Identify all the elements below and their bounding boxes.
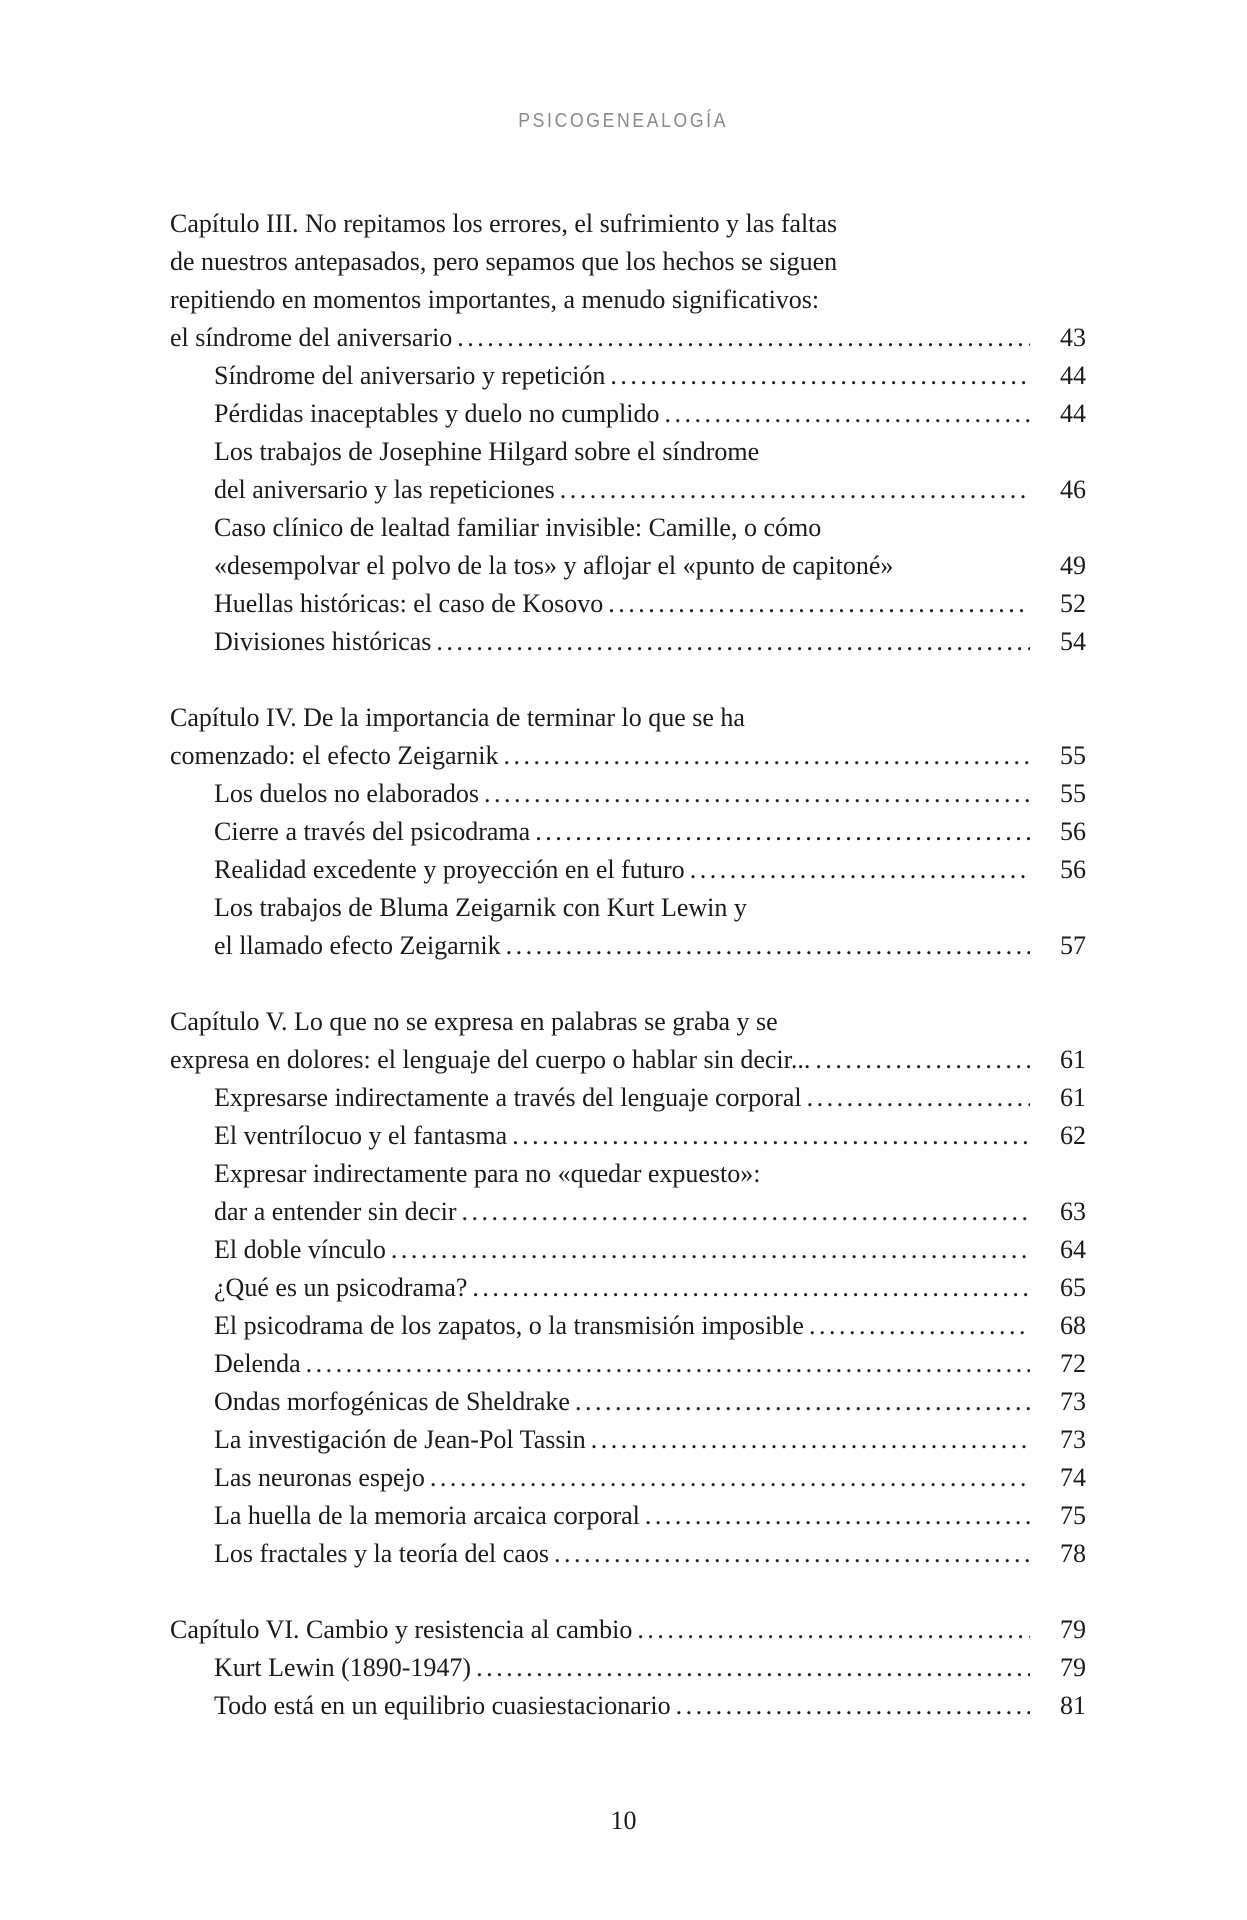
toc-page-number: 63: [1060, 1197, 1086, 1226]
dot-leader: [645, 1497, 1030, 1535]
toc-entry-text: La investigación de Jean-Pol Tassin: [214, 1425, 586, 1454]
toc-entry-line: [170, 1497, 1086, 1535]
dot-leader: [436, 623, 1030, 661]
toc-entry-text: Huellas históricas: el caso de Kosovo: [214, 589, 604, 618]
toc-entry-line: [170, 471, 1086, 509]
toc-block: [170, 205, 1086, 661]
dot-leader: [472, 1269, 1030, 1307]
toc-entry-line: [170, 205, 1086, 243]
toc-entry-text: expresa en dolores: el lenguaje del cuerpo o hablar sin decir...: [170, 1045, 811, 1074]
toc-entry-text: el síndrome del aniversario: [170, 323, 453, 352]
dot-leader: [809, 1307, 1030, 1345]
toc-entry-line: [170, 1383, 1086, 1421]
dot-leader: [807, 1079, 1030, 1117]
page-footer: [0, 1806, 1247, 1836]
toc-entry-line: [170, 1459, 1086, 1497]
toc-page-number: 72: [1060, 1349, 1086, 1378]
toc-entry-text: El psicodrama de los zapatos, o la transmisión imposible: [214, 1311, 804, 1340]
toc-page-number: 64: [1060, 1235, 1086, 1264]
toc-block: [170, 699, 1086, 965]
dot-leader: [506, 927, 1030, 965]
toc-page-number: 65: [1060, 1273, 1086, 1302]
toc-entry-line: [170, 1611, 1086, 1649]
toc-entry-text: Los duelos no elaborados: [214, 779, 480, 808]
toc-entry-line: [170, 1687, 1086, 1725]
toc-entry-line: [170, 357, 1086, 395]
toc-entry-line: [170, 433, 1086, 471]
running-header: [0, 110, 1247, 133]
toc-page-number: 62: [1060, 1121, 1086, 1150]
toc-entry-text: Caso clínico de lealtad familiar invisible: Camille, o cómo: [214, 513, 822, 542]
toc-entry-text: comenzado: el efecto Zeigarnik: [170, 741, 499, 770]
table-of-contents: [170, 205, 1086, 1725]
toc-page-number: 61: [1060, 1083, 1086, 1112]
toc-page-number: 73: [1060, 1425, 1086, 1454]
toc-page-number: 79: [1060, 1653, 1086, 1682]
toc-entry-line: [170, 889, 1086, 927]
dot-leader: [462, 1193, 1030, 1231]
toc-page-number: 44: [1060, 399, 1086, 428]
toc-page-number: 43: [1060, 323, 1086, 352]
toc-entry-line: [170, 1155, 1086, 1193]
toc-entry-line: [170, 699, 1086, 737]
dot-leader: [512, 1117, 1030, 1155]
toc-entry-line: [170, 547, 1086, 585]
toc-entry-line: [170, 1649, 1086, 1687]
toc-entry-line: [170, 509, 1086, 547]
toc-entry-text: el llamado efecto Zeigarnik: [214, 931, 501, 960]
toc-page-number: 55: [1060, 741, 1086, 770]
toc-entry-text: Los fractales y la teoría del caos: [214, 1539, 549, 1568]
toc-entry-text: Los trabajos de Bluma Zeigarnik con Kurt Lewin y: [214, 893, 747, 922]
toc-entry-text: «desempolvar el polvo de la tos» y aflojar el «punto de capitoné»: [214, 551, 894, 580]
dot-leader: [815, 1041, 1030, 1079]
dot-leader: [554, 1535, 1030, 1573]
toc-page-number: 52: [1060, 589, 1086, 618]
toc-page-number: 55: [1060, 779, 1086, 808]
toc-entry-text: Pérdidas inaceptables y duelo no cumplido: [214, 399, 660, 428]
toc-entry-text: Cierre a través del psicodrama: [214, 817, 531, 846]
toc-entry-line: [170, 281, 1086, 319]
toc-entry-line: [170, 1117, 1086, 1155]
book-title-header: PSICOGENEALOGÍA: [518, 110, 729, 132]
dot-leader: [575, 1383, 1030, 1421]
toc-entry-text: Ondas morfogénicas de Sheldrake: [214, 1387, 570, 1416]
toc-page-number: 46: [1060, 475, 1086, 504]
toc-entry-line: [170, 1231, 1086, 1269]
toc-page-number: 73: [1060, 1387, 1086, 1416]
toc-entry-line: [170, 1003, 1086, 1041]
toc-entry-text: Capítulo V. Lo que no se expresa en palabras se graba y se: [170, 1007, 778, 1036]
toc-page-number: 57: [1060, 931, 1086, 960]
toc-entry-line: [170, 319, 1086, 357]
toc-entry-text: Capítulo IV. De la importancia de terminar lo que se ha: [170, 703, 745, 732]
toc-entry-line: [170, 1041, 1086, 1079]
toc-entry-text: Capítulo VI. Cambio y resistencia al cambio: [170, 1615, 633, 1644]
toc-entry-line: [170, 851, 1086, 889]
toc-entry-text: El doble vínculo: [214, 1235, 386, 1264]
toc-entry-text: Los trabajos de Josephine Hilgard sobre el síndrome: [214, 437, 760, 466]
toc-page-number: 56: [1060, 817, 1086, 846]
toc-page-number: 44: [1060, 361, 1086, 390]
toc-entry-text: ¿Qué es un psicodrama?: [214, 1273, 468, 1302]
toc-entry-line: [170, 1193, 1086, 1231]
toc-block: [170, 1611, 1086, 1725]
toc-page-number: 49: [1060, 551, 1086, 580]
toc-page-number: 56: [1060, 855, 1086, 884]
toc-entry-line: [170, 775, 1086, 813]
dot-leader: [457, 319, 1030, 357]
toc-entry-text: repitiendo en momentos importantes, a menudo significativos:: [170, 285, 820, 314]
dot-leader: [306, 1345, 1030, 1383]
toc-entry-line: [170, 1079, 1086, 1117]
dot-leader: [665, 395, 1030, 433]
toc-page-number: 68: [1060, 1311, 1086, 1340]
toc-entry-line: [170, 623, 1086, 661]
toc-entry-text: Capítulo III. No repitamos los errores, el sufrimiento y las faltas: [170, 209, 838, 238]
toc-entry-line: [170, 1535, 1086, 1573]
toc-page-number: 54: [1060, 627, 1086, 656]
toc-entry-text: Todo está en un equilibrio cuasiestacionario: [214, 1691, 671, 1720]
toc-entry-text: Las neuronas espejo: [214, 1463, 425, 1492]
toc-entry-line: [170, 1307, 1086, 1345]
dot-leader: [610, 357, 1030, 395]
toc-entry-text: Síndrome del aniversario y repetición: [214, 361, 606, 390]
toc-entry-text: Expresar indirectamente para no «quedar expuesto»:: [214, 1159, 761, 1188]
toc-entry-text: Expresarse indirectamente a través del lenguaje corporal: [214, 1083, 802, 1112]
toc-entry-text: Realidad excedente y proyección en el futuro: [214, 855, 685, 884]
dot-leader: [591, 1421, 1030, 1459]
toc-page-number: 78: [1060, 1539, 1086, 1568]
toc-entry-line: [170, 737, 1086, 775]
dot-leader: [690, 851, 1030, 889]
toc-entry-line: [170, 395, 1086, 433]
toc-page-number: 75: [1060, 1501, 1086, 1530]
toc-entry-line: [170, 1269, 1086, 1307]
toc-entry-line: [170, 1421, 1086, 1459]
dot-leader: [430, 1459, 1030, 1497]
page-number: 10: [610, 1806, 637, 1835]
toc-block: [170, 1003, 1086, 1573]
dot-leader: [535, 813, 1030, 851]
toc-entry-line: [170, 1345, 1086, 1383]
toc-entry-text: dar a entender sin decir: [214, 1197, 457, 1226]
toc-entry-line: [170, 585, 1086, 623]
toc-entry-text: La huella de la memoria arcaica corporal: [214, 1501, 640, 1530]
toc-entry-text: del aniversario y las repeticiones: [214, 475, 555, 504]
dot-leader: [560, 471, 1030, 509]
dot-leader: [676, 1687, 1030, 1725]
toc-entry-text: El ventrílocuo y el fantasma: [214, 1121, 508, 1150]
toc-page-number: 81: [1060, 1691, 1086, 1720]
toc-entry-text: Kurt Lewin (1890-1947): [214, 1653, 472, 1682]
dot-leader: [637, 1611, 1030, 1649]
dot-leader: [391, 1231, 1030, 1269]
toc-entry-text: Delenda: [214, 1349, 301, 1378]
dot-leader: [476, 1649, 1030, 1687]
dot-leader: [608, 585, 1030, 623]
toc-page-number: 74: [1060, 1463, 1086, 1492]
toc-entry-line: [170, 813, 1086, 851]
toc-page-number: 79: [1060, 1615, 1086, 1644]
dot-leader: [503, 737, 1030, 775]
toc-entry-text: de nuestros antepasados, pero sepamos que los hechos se siguen: [170, 247, 838, 276]
dot-leader: [484, 775, 1030, 813]
toc-entry-line: [170, 927, 1086, 965]
toc-entry-line: [170, 243, 1086, 281]
toc-entry-text: Divisiones históricas: [214, 627, 432, 656]
toc-page-number: 61: [1060, 1045, 1086, 1074]
